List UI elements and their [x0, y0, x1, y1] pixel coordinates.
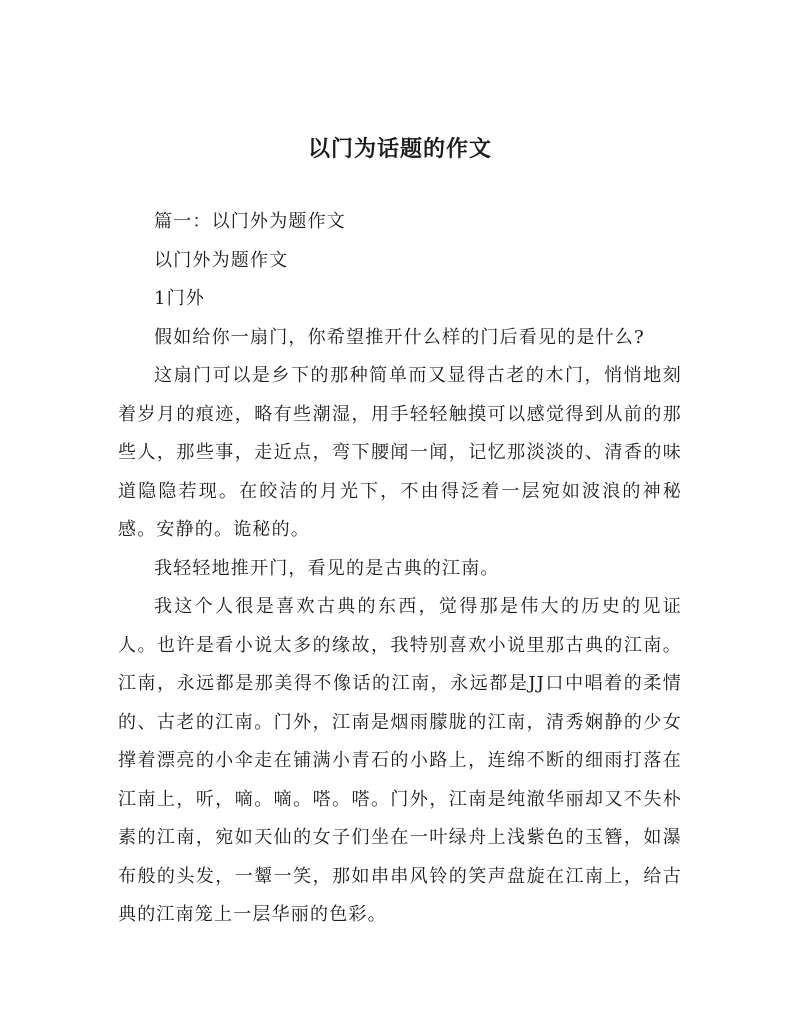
paragraph: 这扇门可以是乡下的那种简单而又显得古老的木门，悄悄地刻着岁月的痕迹，略有些潮湿，用手轻轻触摸可以感觉得到从前的那些人，那些事，走近点，弯下腰闻一闻，记忆那淡淡的、清香的味道隐隐若现。在皎洁的月光下，不由得泛着一层宛如波浪的神秘感。安静的。诡秘的。 [118, 365, 682, 540]
paragraph: 假如给你一扇门，你希望推开什么样的门后看见的是什么? [154, 326, 645, 348]
document-body [118, 203, 682, 935]
paragraph: 篇一：以门外为题作文 [154, 211, 346, 232]
document-title: 以门为话题的作文 [307, 137, 492, 162]
paragraph: 以门外为题作文 [154, 249, 289, 271]
paragraph: 1门外 [154, 288, 206, 309]
paragraph: 我轻轻地推开门，看见的是古典的江南。 [154, 557, 500, 579]
paragraph: 我这个人很是喜欢古典的东西，觉得那是伟大的历史的见证人。也许是看小说太多的缘故，我特别喜欢小说里那古典的江南。江南，永远都是那美得不像话的江南，永远都是JJ口中唱着的柔情的、古老的江南。门外，江南是烟雨朦胧的江南，清秀娴静的少女撑着漂亮的小伞走在铺满小青石的小路上，连绵不断的细雨打落在江南上，听，嘀。嘀。嗒。嗒。门外，江南是纯澈华丽却又不失朴素的江南，宛如天仙的女子们坐在一叶绿舟上浅紫色的玉簪，如瀑布般的头发，一颦一笑，那如串串风铃的笑声盘旋在江南上，给古典的江南笼上一层华丽的色彩。 [118, 596, 682, 925]
